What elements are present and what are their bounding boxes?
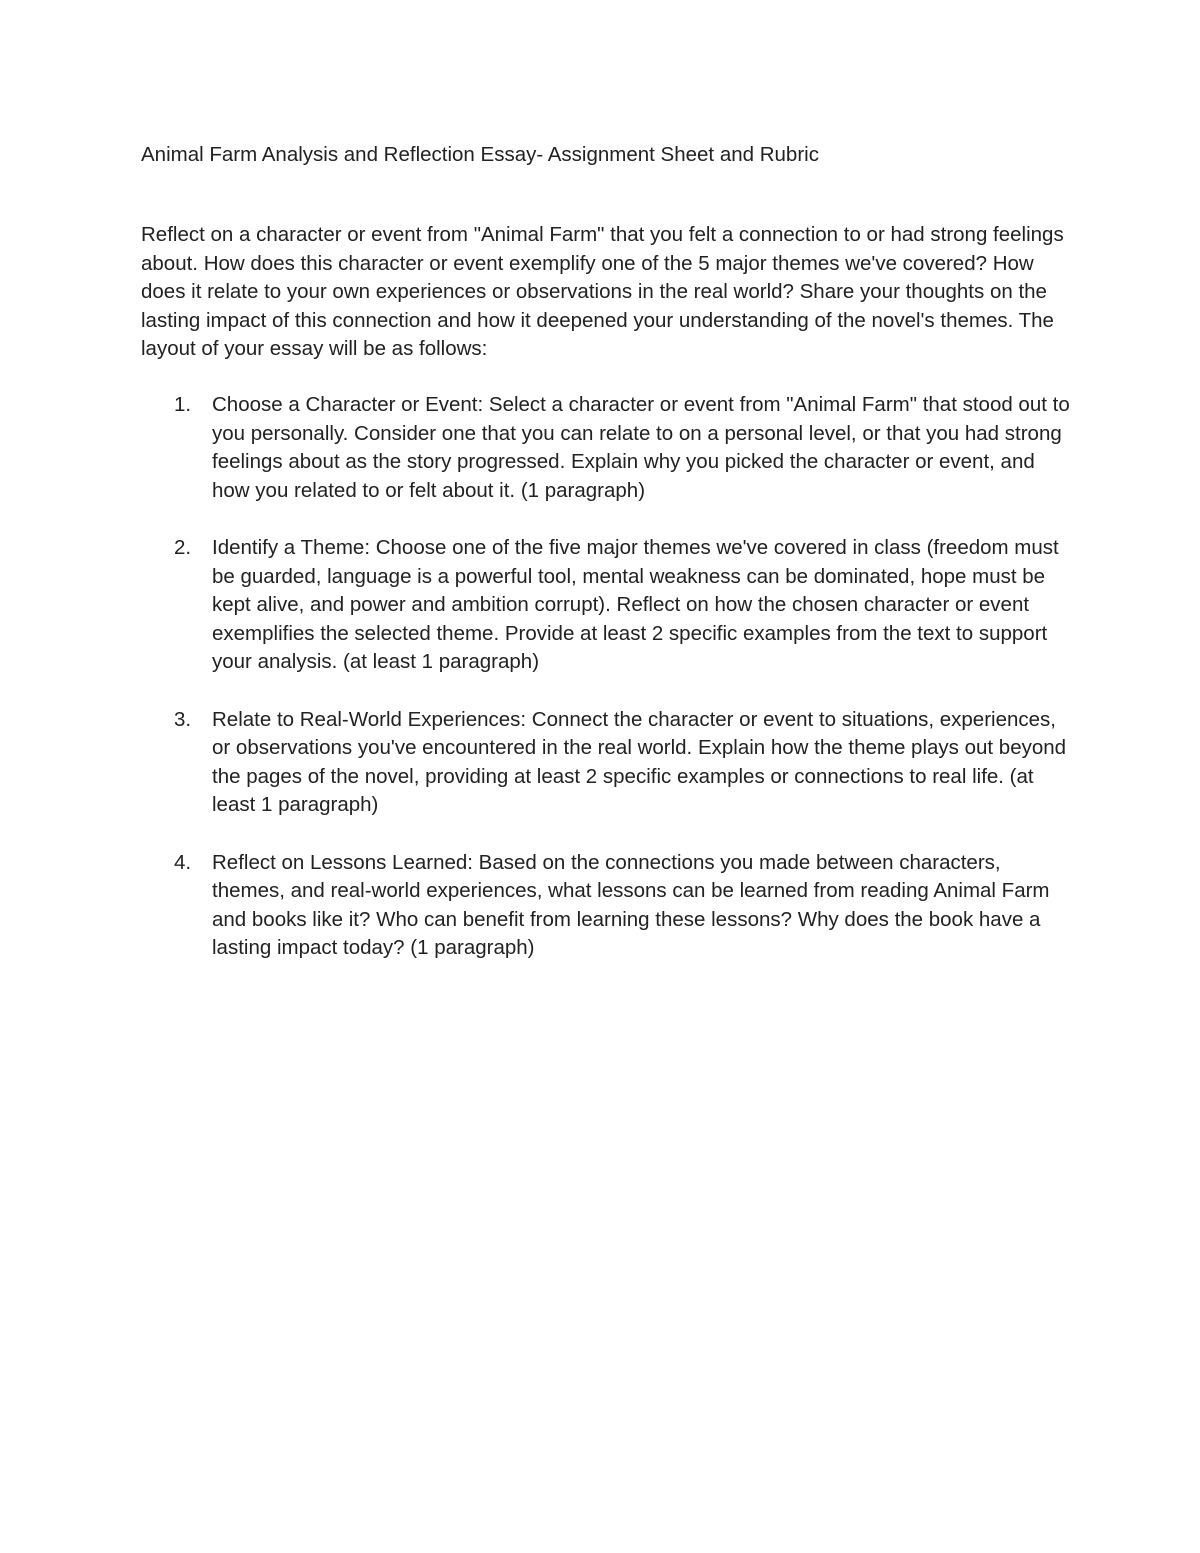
- document-title: Animal Farm Analysis and Reflection Essay- Assignment Sheet and Rubric: [141, 143, 819, 166]
- list-item-text: Identify a Theme: Choose one of the five major themes we've covered in class (freedom must be guarded, language is a powerful tool, mental weakness can be dominated, hope must be kept alive, and power and ambition corrupt). Reflect on how the chosen character or event exemplifies the selected theme. Provide at least 2 specific examples from the text to support your analysis. (at least 1 paragraph): [212, 535, 1059, 674]
- list-item-text: Reflect on Lessons Learned: Based on the connections you made between characters, themes, and real-world experiences, what lessons can be learned from reading Animal Farm and books like it? Who can benefit from learning these lessons? Why does the book have a lasting impact today? (1 paragraph): [212, 850, 1050, 960]
- list-item: [141, 849, 1071, 963]
- list-item: [141, 391, 1071, 505]
- list-item-number: 1.: [174, 393, 192, 416]
- list-item-number: 3.: [174, 707, 192, 731]
- list-item: [141, 706, 1071, 820]
- list-item-number: 2.: [174, 535, 192, 559]
- intro-paragraph: Reflect on a character or event from "Animal Farm" that you felt a connection to or had strong feelings about. How does this character or event exemplify one of the 5 major themes we've covered? How does it relate to your own experiences or observations in the real world? Share your thoughts on the lasting impact of this connection and how it deepened your understanding of the novel's themes. The layout of your essay will be as follows:: [141, 223, 1064, 361]
- list-item-text: Relate to Real-World Experiences: Connect the character or event to situations, experiences, or observations you've encountered in the real world. Explain how the theme plays out beyond the pages of the novel, providing at least 2 specific examples or connections to real life. (at least 1 paragraph): [212, 707, 1067, 817]
- steps-list: [141, 391, 1071, 991]
- list-item: [141, 534, 1071, 677]
- list-item-number: 4.: [174, 850, 192, 874]
- list-item-text: Choose a Character or Event: Select a character or event from "Animal Farm" that stood out to you personally. Consider one that you can relate to on a personal level, or that you had strong feelings about as the story progressed. Explain why you picked the character or event, and how you related to or felt about it. (1 paragraph): [212, 393, 1070, 502]
